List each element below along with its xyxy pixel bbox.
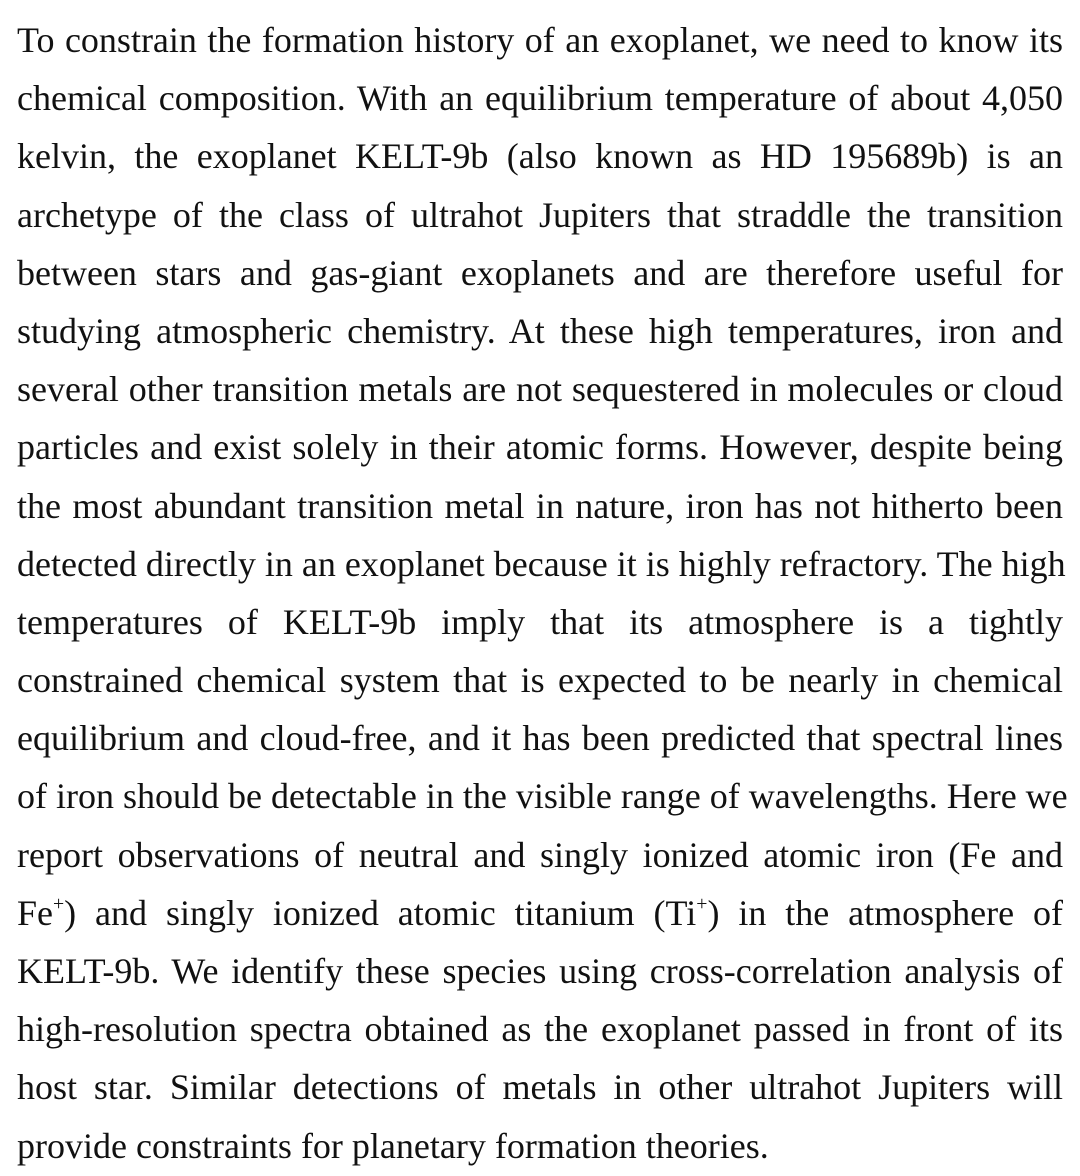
text-line-8: particles and exist solely in their atomic forms. However, despite being [17, 427, 1063, 468]
text-line-6: studying atmospheric chemistry. At these high temperatures, iron and [17, 310, 1063, 351]
titanium-text: ) and singly ionized atomic titanium (Ti [64, 892, 697, 933]
text-line-2: chemical composition. With an equilibrium temperature of about 4,050 [17, 78, 1063, 119]
text-line-12: constrained chemical system that is expected to be nearly in chemical [17, 660, 1063, 701]
text-line-4: archetype of the class of ultrahot Jupiters that straddle the transition [17, 194, 1063, 235]
text-line-16 [17, 884, 1063, 942]
fe-ion-superscript: + [53, 892, 65, 915]
atmosphere-text: ) in the atmosphere of [707, 892, 1064, 933]
ti-ion-superscript: + [696, 892, 708, 915]
text-line-3: kelvin, the exoplanet KELT-9b (also known as HD 195689b) is an [17, 136, 1063, 177]
text-line-11: temperatures of KELT-9b imply that its atmosphere is a tightly [17, 601, 1063, 642]
text-line-15: report observations of neutral and singly ionized atomic iron (Fe and [17, 834, 1063, 875]
text-line-14: of iron should be detectable in the visible range of wavelengths. Here we [17, 776, 1068, 817]
text-line-5: between stars and gas-giant exoplanets and are therefore useful for [17, 252, 1063, 293]
text-line-17: KELT-9b. We identify these species using cross-correlation analysis of [17, 951, 1063, 991]
text-line-18: high-resolution spectra obtained as the exoplanet passed in front of its [17, 1009, 1063, 1050]
text-line-9: the most abundant transition metal in nature, iron has not hitherto been [17, 485, 1063, 526]
text-line-7: several other transition metals are not sequestered in molecules or cloud [17, 369, 1063, 410]
text-line-13: equilibrium and cloud-free, and it has been predicted that spectral lines [17, 718, 1063, 759]
abstract-paragraph [17, 11, 1068, 1175]
text-line-20: provide constraints for planetary formation theories. [17, 1125, 769, 1166]
text-line-1: To constrain the formation history of an exoplanet, we need to know its [17, 20, 1063, 60]
fe-ion-text: Fe [17, 892, 53, 933]
text-line-19: host star. Similar detections of metals in other ultrahot Jupiters will [17, 1067, 1063, 1108]
text-line-10: detected directly in an exoplanet because it is highly refractory. The high [17, 543, 1066, 584]
